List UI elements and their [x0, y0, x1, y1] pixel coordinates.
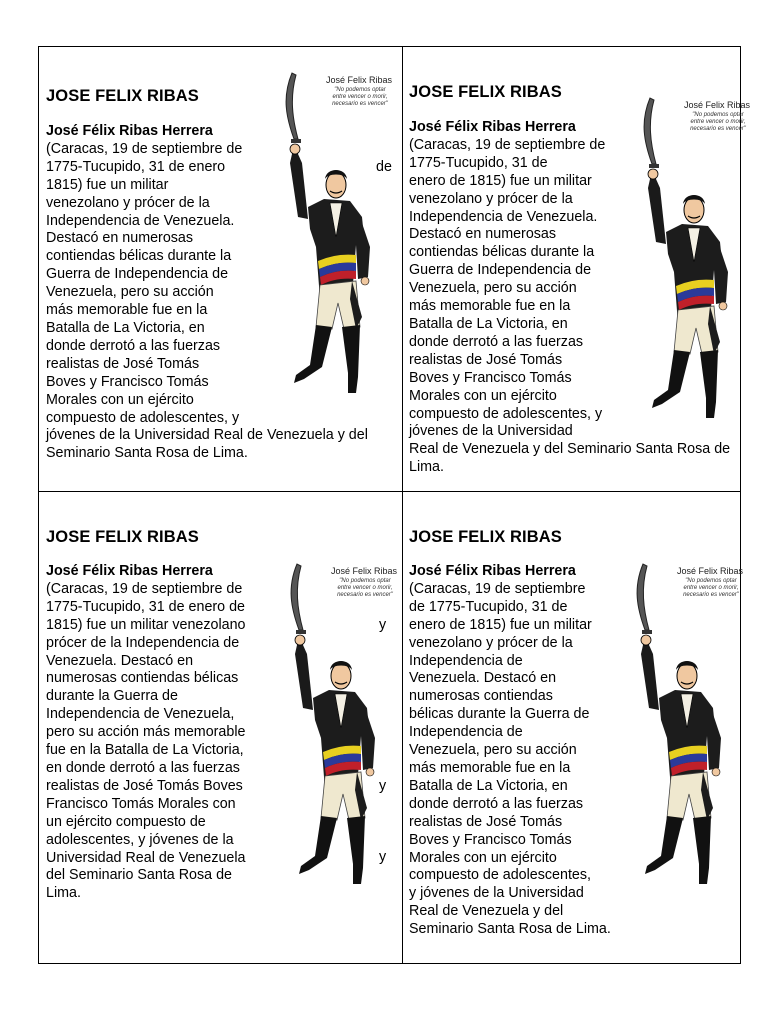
- lowered-hand: [712, 768, 720, 776]
- raised-hand: [641, 635, 651, 645]
- text-line: realistas de José Tomás Boves: [46, 777, 243, 794]
- text-line: Universidad Real de Venezuela: [46, 849, 246, 866]
- text-line: Morales con un ejército: [409, 849, 557, 866]
- text-line: Real de Venezuela y del Seminario Santa Rosa de: [409, 441, 731, 458]
- text-line: Seminario Santa Rosa de Lima.: [46, 445, 248, 462]
- left-boot: [652, 350, 690, 408]
- head: [331, 663, 351, 689]
- figure-caption: José Felix Ribas: [676, 566, 744, 576]
- text-line: Batalla de La Victoria, en: [409, 315, 568, 332]
- quote-line: "No podemos optar: [334, 87, 386, 93]
- biography-card: [39, 47, 401, 490]
- quote-line: "No podemos optar: [685, 578, 737, 584]
- portrait-figure: [615, 558, 745, 898]
- text-line: jóvenes de la Universidad: [409, 423, 573, 440]
- text-line: Batalla de La Victoria, en: [409, 777, 568, 794]
- text-line: contiendas bélicas durante la: [46, 248, 232, 265]
- quote-line: entre vencer o morir,: [683, 585, 739, 591]
- raised-arm: [648, 170, 666, 244]
- text-line: más memorable fue en la: [46, 302, 208, 319]
- text-line: realistas de José Tomás: [46, 355, 200, 372]
- portrait-figure: [622, 92, 752, 432]
- text-line: Independencia de Venezuela.: [46, 212, 235, 229]
- text-line: Real de Venezuela y del: [409, 903, 564, 920]
- text-line: donde derrotó a las fuerzas: [409, 333, 584, 350]
- text-line: (Caracas, 19 de septiembre: [409, 580, 586, 597]
- ribas-illustration: [615, 558, 745, 888]
- text-line: (Caracas, 19 de septiembre de: [46, 580, 243, 597]
- sword-guard: [296, 630, 306, 634]
- biography-card: [39, 491, 401, 934]
- text-line: Boves y Francisco Tomás: [409, 369, 572, 386]
- text-line: durante la Guerra de: [46, 688, 178, 705]
- text-line: Batalla de La Victoria, en: [46, 319, 205, 336]
- justified-word: y: [379, 849, 387, 865]
- text-line: en donde derrotó a las fuerzas: [46, 759, 240, 776]
- quote-line: necesario es vencer": [683, 592, 739, 598]
- text-line: Guerra de Independencia de: [46, 266, 229, 283]
- justified-word: y: [379, 778, 387, 794]
- text-line: más memorable fue en la: [409, 759, 571, 776]
- text-line: Morales con un ejército: [46, 391, 194, 408]
- text-line: Venezuela, pero su acción: [409, 742, 577, 759]
- text-line: 1815) fue un militar: [46, 176, 169, 193]
- text-line: Destacó en numerosas: [46, 230, 194, 247]
- text-line: donde derrotó a las fuerzas: [46, 337, 221, 354]
- ribas-illustration: [269, 558, 399, 888]
- text-line: 1775-Tucupido, 31 de enero de: [46, 598, 245, 615]
- text-line: venezolano y prócer de la: [46, 194, 210, 211]
- quote-line: "No podemos optar: [692, 112, 744, 118]
- text-line: bélicas durante la Guerra de: [409, 706, 590, 723]
- text-line: 1775-Tucupido, 31 de: [409, 154, 548, 171]
- justified-word: y: [379, 617, 387, 633]
- text-line: realistas de José Tomás: [409, 813, 563, 830]
- text-line: venezolano y prócer de la: [409, 634, 573, 651]
- biography-card: [402, 491, 764, 934]
- text-line: contiendas bélicas durante la: [409, 244, 595, 261]
- head: [326, 172, 346, 198]
- right-boot: [347, 816, 365, 884]
- text-line: 1815) fue un militar venezolano: [46, 616, 246, 633]
- text-line: venezolano y prócer de la: [409, 190, 573, 207]
- sword-guard: [291, 139, 301, 143]
- text-line: un ejército compuesto de: [46, 813, 206, 830]
- raised-arm: [290, 145, 308, 219]
- portrait-figure: [269, 558, 399, 898]
- text-line: Independencia de: [409, 652, 523, 669]
- text-line: Independencia de Venezuela,: [46, 706, 235, 723]
- justified-word: de: [376, 159, 392, 175]
- quote-line: necesario es vencer": [690, 126, 746, 132]
- text-line: compuesto de adolescentes, y: [46, 409, 240, 426]
- sword-blade: [286, 73, 298, 139]
- text-line: Lima.: [46, 885, 81, 902]
- biography-card: [402, 47, 764, 490]
- ribas-illustration: [622, 92, 752, 422]
- sword-blade: [291, 564, 303, 630]
- quote-line: entre vencer o morir,: [337, 585, 393, 591]
- text-line: enero de 1815) fue un militar: [409, 172, 592, 189]
- text-line: jóvenes de la Universidad Real de Venezuela y del: [46, 427, 368, 444]
- text-line: más memorable fue en la: [409, 298, 571, 315]
- text-line: enero de 1815) fue un militar: [409, 616, 592, 633]
- text-line: donde derrotó a las fuerzas: [409, 795, 584, 812]
- figure-caption: José Felix Ribas: [683, 100, 751, 110]
- figure-quote: [677, 578, 745, 599]
- biography-text: [409, 563, 611, 934]
- right-boot: [342, 325, 360, 393]
- text-line: Lima.: [409, 459, 444, 476]
- figure-caption: José Felix Ribas: [325, 75, 393, 85]
- left-boot: [299, 816, 337, 874]
- sword-blade: [644, 98, 656, 164]
- text-line: fue en la Batalla de La Victoria,: [46, 742, 244, 759]
- text-line: (Caracas, 19 de septiembre de: [409, 136, 606, 153]
- text-line: Venezuela. Destacó en: [409, 670, 557, 687]
- text-line: pero su acción más memorable: [46, 724, 246, 741]
- full-name: José Félix Ribas Herrera: [46, 563, 213, 579]
- ribas-illustration: [264, 67, 394, 397]
- head: [684, 197, 704, 223]
- quote-line: necesario es vencer": [337, 592, 393, 598]
- sword-guard: [649, 164, 659, 168]
- quote-line: "No podemos optar: [339, 578, 391, 584]
- text-line: Venezuela. Destacó en: [46, 652, 194, 669]
- text-line: Boves y Francisco Tomás: [409, 831, 572, 848]
- left-boot: [294, 325, 332, 383]
- biography-text: [46, 563, 246, 903]
- text-line: Destacó en numerosas: [409, 226, 557, 243]
- text-line: Seminario Santa Rosa de Lima.: [409, 921, 611, 934]
- raised-hand: [290, 144, 300, 154]
- full-name: José Félix Ribas Herrera: [46, 123, 213, 139]
- figure-caption: José Felix Ribas: [330, 566, 398, 576]
- lowered-hand: [361, 277, 369, 285]
- card-title: JOSE FELIX RIBAS: [46, 528, 199, 546]
- text-line: Francisco Tomás Morales con: [46, 795, 236, 812]
- text-line: del Seminario Santa Rosa de: [46, 867, 232, 884]
- head: [677, 663, 697, 689]
- text-line: numerosas contiendas bélicas: [46, 670, 239, 687]
- figure-quote: [326, 87, 394, 108]
- text-line: compuesto de adolescentes,: [409, 867, 592, 884]
- quote-line: necesario es vencer": [332, 101, 388, 107]
- right-boot: [700, 350, 718, 418]
- full-name: José Félix Ribas Herrera: [409, 563, 576, 579]
- card-title: JOSE FELIX RIBAS: [46, 87, 199, 105]
- text-line: prócer de la Independencia de: [46, 634, 240, 651]
- text-line: 1775-Tucupido, 31 de enero: [46, 158, 226, 175]
- right-boot: [693, 816, 711, 884]
- card-title: JOSE FELIX RIBAS: [409, 83, 562, 101]
- text-line: de 1775-Tucupido, 31 de: [409, 598, 568, 615]
- sword-guard: [642, 630, 652, 634]
- raised-hand: [648, 169, 658, 179]
- portrait-figure: [264, 67, 394, 407]
- text-line: Venezuela, pero su acción: [46, 284, 214, 301]
- raised-arm: [641, 636, 659, 710]
- sword-blade: [637, 564, 649, 630]
- text-line: Morales con un ejército: [409, 387, 557, 404]
- figure-quote: [684, 112, 752, 133]
- lowered-hand: [719, 302, 727, 310]
- card-title: JOSE FELIX RIBAS: [409, 528, 562, 546]
- text-line: Independencia de Venezuela.: [409, 208, 598, 225]
- quote-line: entre vencer o morir,: [690, 119, 746, 125]
- text-line: y jóvenes de la Universidad: [409, 885, 584, 902]
- text-line: (Caracas, 19 de septiembre de: [46, 140, 243, 157]
- text-line: Independencia de: [409, 724, 523, 741]
- text-line: compuesto de adolescentes, y: [409, 405, 603, 422]
- text-line: numerosas contiendas: [409, 688, 553, 705]
- text-line: realistas de José Tomás: [409, 351, 563, 368]
- text-line: Boves y Francisco Tomás: [46, 373, 209, 390]
- lowered-hand: [366, 768, 374, 776]
- text-line: Guerra de Independencia de: [409, 262, 592, 279]
- raised-hand: [295, 635, 305, 645]
- text-line: Venezuela, pero su acción: [409, 280, 577, 297]
- quote-line: entre vencer o morir,: [332, 94, 388, 100]
- figure-quote: [331, 578, 399, 599]
- raised-arm: [295, 636, 313, 710]
- text-line: adolescentes, y jóvenes de la: [46, 831, 234, 848]
- left-boot: [645, 816, 683, 874]
- full-name: José Félix Ribas Herrera: [409, 119, 576, 135]
